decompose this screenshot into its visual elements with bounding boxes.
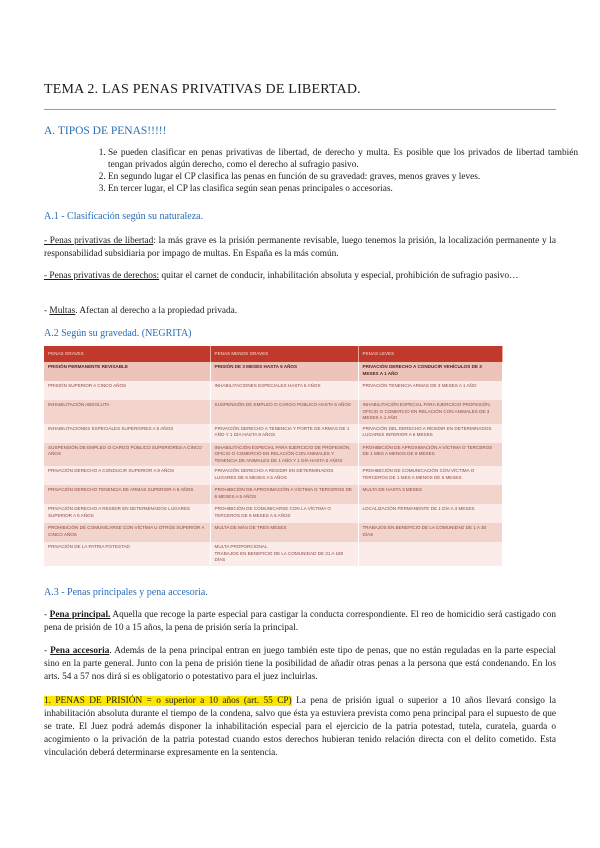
definition: : la más grave es la prisión permanente revisable, luego tenemos la prisión, la localización permanente y la responsabilidad subsidiaria por impago de multas. En España es la más común.: [44, 236, 556, 259]
table-cell: PRIVACIÓN DERECHO A CONDUCIR SUPERIOR A 8 AÑOS: [44, 466, 210, 485]
term: Pena accesoria: [50, 646, 110, 656]
table-row: [44, 400, 502, 424]
table-cell: INHABILITACIÓN ABSOLUTA: [44, 400, 210, 424]
table-row: [44, 443, 502, 467]
table-cell: PRIVACIÓN TENENCIA ARMAS DE 3 MESES A 1 AÑO: [358, 381, 502, 400]
column-header: PENAS MENOS GRAVES: [210, 346, 358, 362]
definition: . Además de la pena principal entran en juego también este tipo de penas, que no están reguladas en la parte especial sino en la parte general. Junto con la pena de prisión tiene la posibilidad de añadir otras penas a la persona que está condenando. En los arts. 54 a 57 nos dirá si es obligatorio o potestativo para el juez incluirlas.: [44, 646, 556, 682]
table-cell: PROHIBICIÓN DE APROXIMACIÓN A VÍCTIMA O TERCEROS DE 6 MESES A 5 AÑOS: [210, 485, 358, 504]
definition: Aquella que recoge la parte especial para castigar la conducta correspondiente. El reo de homicidio será castigado con pena de prisión de 10 a 15 años, la pena de prisión sería la principal.: [44, 610, 556, 633]
dash: -: [44, 646, 51, 656]
page-title: TEMA 2. LAS PENAS PRIVATIVAS DE LIBERTAD.: [44, 82, 361, 97]
table-cell: SUSPENSIÓN DE EMPLEO O CARGO PÚBLICO SUPERIORES A CINCO AÑOS: [44, 443, 210, 467]
table-cell: TRABAJOS EN BENEFICIO DE LA COMUNIDAD DE 1 A 30 DÍAS: [358, 523, 502, 542]
term: Multas: [49, 306, 76, 316]
highlighted-heading: 1. PENAS DE PRISIÓN = o superior a 10 años (art. 55 CP): [44, 696, 292, 706]
table-cell: INHABILITACIÓN ESPECIAL PARA EJERCICIO DE PROFESIÓN, OFICIO O COMERCIO EN RELACIÓN CON ANIMALES Y TENENCIA DE ANIMALES DE 1 AÑO Y 1 DÍA HASTA 5 AÑOS: [210, 443, 358, 467]
table-row: [44, 485, 502, 504]
table-cell: INHABILITACIONES ESPECIALES HASTA 5 AÑOS: [210, 381, 358, 400]
table-cell: PRIVACIÓN DERECHO A RESIDIR EN DETERMINADOS LUGARES DE 6 MESES A 5 AÑOS: [210, 466, 358, 485]
table-cell: MULTA DE HASTA 3 MESES: [358, 485, 502, 504]
table-cell: PROHIBICIÓN DE APROXIMACIÓN A VÍCTIMA O TERCEROS DE 1 MES A MENOS DE 6 MESES: [358, 443, 502, 467]
column-header: PENAS LEVES: [358, 346, 502, 362]
table-cell: PRIVACIÓN DERECHO TENENCIA DE ARMAS SUPERIOR A 8 AÑOS: [44, 485, 210, 504]
table-cell: PRIVACIÓN DERECHO A TENENCIA Y PORTE DE ARMAS DE 1 AÑO Y 1 DÍA HASTA 8 AÑOS: [210, 424, 358, 443]
column-header: PENAS GRAVES: [44, 346, 210, 362]
paragraph-multas: [44, 305, 556, 318]
list-item: 3. En tercer lugar, el CP las clasifica según sean penas principales o accesorias.: [108, 183, 578, 195]
table-cell: PRIVACIÓN DEL DERECHO A RESIDIR EN DETERMINADOS LUGARES INFERIOR A 6 MESES: [358, 424, 502, 443]
table-row: [44, 381, 502, 400]
term: - Penas privativas de derechos:: [44, 271, 160, 281]
penalties-table: [44, 346, 503, 566]
table-cell: PRISIÓN PERMANENTE REVISABLE: [44, 362, 210, 381]
table-cell: LOCALIZACIÓN PERMANENTE DE 1 DÍA A 3 MESES: [358, 504, 502, 523]
definition: La pena de prisión igual o superior a 10 años llevará consigo la inhabilitación absoluta durante el tiempo de la condena, salvo que ésta ya estuviera prevista como pena principal para el supuesto de que se trate. El Juez podrá además disponer la inhabilitación especial para el ejercicio de la patria potestad, tutela, curatela, guarda o acogimiento o la privación de la patria potestad cuando estos derechos hubieran tenido relación directa con el delito cometido. Esta vinculación deberá determinarse expresamente en la sentencia.: [44, 696, 556, 758]
table-cell: PROHIBICIÓN DE COMUNICARSE CON VÍCTIMA U OTROS SUPERIOR A CINCO AÑOS: [44, 523, 210, 542]
table-row: [44, 523, 502, 542]
table-row: [44, 424, 502, 443]
paragraph-penas-prision: [44, 695, 556, 760]
table-cell: PROHIBICIÓN DE COMUNICACIÓN CON VÍCTIMA O TERCEROS DE 1 MES A MENOS DE 6 MESES: [358, 466, 502, 485]
table-cell: PRISIÓN SUPERIOR A CINCO AÑOS: [44, 381, 210, 400]
a1-heading: A.1 - Clasificación según su naturaleza.: [44, 211, 204, 222]
table-cell: [358, 542, 502, 566]
table-cell: PRISIÓN DE 3 MESES HASTA 5 AÑOS: [210, 362, 358, 381]
a2-heading: A.2 Según su gravedad. (NEGRITA): [44, 328, 192, 339]
table-row: [44, 362, 502, 381]
dash: -: [44, 610, 50, 620]
paragraph-pena-principal: [44, 609, 556, 635]
table-cell: PRIVACIÓN DERECHO A CONDUCIR VEHÍCULOS DE 3 MESES A 1 AÑO: [358, 362, 502, 381]
list-item: 2. En segundo lugar el CP clasifica las penas en función de su gravedad: graves, menos graves y leves.: [108, 171, 578, 183]
paragraph-pena-accesoria: [44, 645, 556, 684]
table-cell: PROHIBICIÓN DE COMUNICARSE CON LA VÍCTIMA O TERCEROS DE 6 MESES A 5 AÑOS: [210, 504, 358, 523]
dash: -: [44, 306, 50, 316]
table-cell: INHABILITACIONES ESPECIALES SUPERIORES A 5 AÑOS: [44, 424, 210, 443]
classification-list: [86, 147, 578, 195]
table-cell: MULTA PROPORCIONAL TRABAJOS EN BENEFICIO DE LA COMUNIDAD DE 31 A 180 DÍAS: [210, 542, 358, 566]
table-cell: PRIVACIÓN DERECHO A RESIDIR EN DETERMINADOS LUGARES SUPERIOR A 5 AÑOS: [44, 504, 210, 523]
table-cell: INHABILITACIÓN ESPECIAL PARA EJERCICIO PROFESIÓN, OFICIO O COMERCIO EN RELACIÓN CON ANIMALES DE 3 MESES A 1 AÑO: [358, 400, 502, 424]
paragraph-privativas-derechos: [44, 270, 556, 283]
table-cell: MULTA DE MÁS DE TRES MESES: [210, 523, 358, 542]
definition: . Afectan al derecho a la propiedad privada.: [75, 306, 238, 316]
list-item: 1. Se pueden clasificar en penas privativas de libertad, de derecho y multa. Es posible que los privados de libertad también tengan privados algún derecho, como el derecho al sufragio pasivo.: [108, 147, 578, 171]
a3-heading: A.3 - Penas principales y pena accesoria.: [44, 587, 208, 598]
term: - Penas privativas de libertad: [44, 236, 154, 246]
paragraph-privativas-libertad: [44, 235, 556, 261]
table-cell: PRIVACIÓN DE LA PATRIA POTESTAD: [44, 542, 210, 566]
term: Pena principal.: [49, 610, 111, 620]
table-row: [44, 542, 502, 566]
table-row: [44, 466, 502, 485]
table-row: [44, 504, 502, 523]
definition: quitar el carnet de conducir, inhabilitación absoluta y especial, prohibición de sufragio pasivo…: [159, 271, 519, 281]
section-a-heading: A. TIPOS DE PENAS!!!!!: [44, 125, 167, 137]
title-divider: [44, 109, 556, 110]
table-cell: SUSPENSIÓN DE EMPLEO O CARGO PÚBLICO HASTA 5 AÑOS: [210, 400, 358, 424]
table-header-row: [44, 346, 502, 362]
